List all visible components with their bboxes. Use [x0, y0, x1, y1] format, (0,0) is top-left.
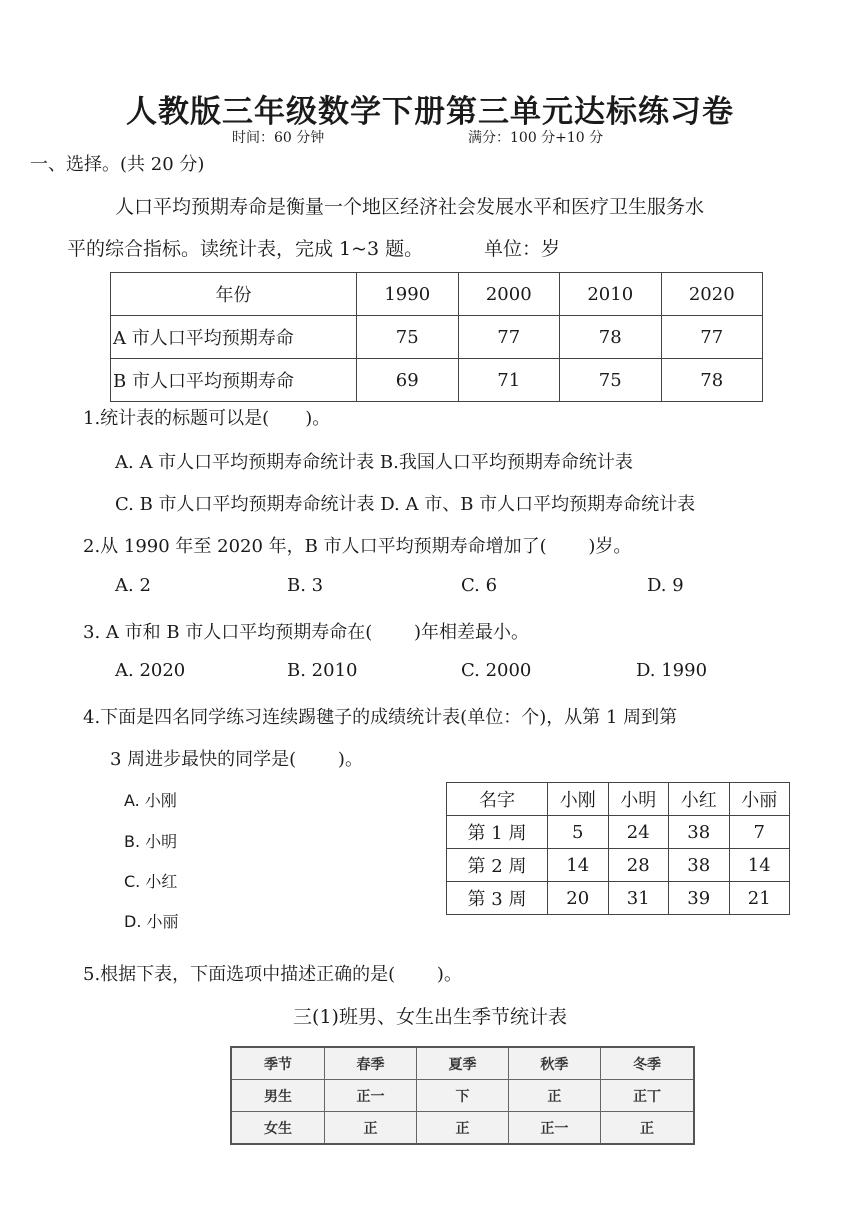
section-heading: 一、选择。(共 20 分)	[30, 154, 205, 175]
table-header-cell: 名字	[447, 783, 548, 816]
table-row	[231, 1080, 694, 1112]
table-3-caption: 三(1)班男、女生出生季节统计表	[293, 1006, 567, 1028]
table-cell: B 市人口平均预期寿命	[111, 359, 357, 402]
table-header-cell: 小明	[608, 783, 669, 816]
table-cell: 第 3 周	[447, 882, 548, 915]
tally-cell: 正一	[325, 1080, 417, 1112]
table-cell: 38	[669, 849, 730, 882]
table-header-cell: 小红	[669, 783, 730, 816]
tally-cell: 正	[417, 1112, 509, 1145]
table-cell: 14	[729, 849, 790, 882]
tally-cell: 正	[600, 1112, 694, 1145]
shuttlecock-score-table	[446, 782, 790, 915]
question-3-option-d: D. 1990	[636, 660, 708, 681]
table-cell: 31	[608, 882, 669, 915]
question-3-option-b: B. 2010	[287, 660, 358, 681]
table-header-cell: 冬季	[600, 1047, 694, 1080]
table-cell: 14	[548, 849, 609, 882]
table-cell: 78	[661, 359, 763, 402]
table-header-cell: 2020	[661, 273, 763, 316]
question-2-option-c: C. 6	[461, 575, 498, 596]
table-row	[447, 783, 790, 816]
table-header-cell: 年份	[111, 273, 357, 316]
exam-time: 时间：60 分钟	[232, 130, 325, 146]
tally-cell: 正一	[508, 1112, 600, 1145]
tally-cell: 正	[325, 1112, 417, 1145]
question-2-stem: 2.从 1990 年至 2020 年，B 市人口平均预期寿命增加了( )岁。	[83, 536, 632, 557]
table-row	[447, 849, 790, 882]
table-cell: 第 1 周	[447, 816, 548, 849]
table-header-cell: 小丽	[729, 783, 790, 816]
question-2-option-a: A. 2	[115, 575, 151, 596]
table-cell: 24	[608, 816, 669, 849]
question-1-options-line-1: A. A 市人口平均预期寿命统计表 B.我国人口平均预期寿命统计表	[115, 452, 633, 473]
table-header-cell: 季节	[231, 1047, 325, 1080]
tally-cell: 正	[508, 1080, 600, 1112]
question-4-stem-line-1: 4.下面是四名同学练习连续踢毽子的成绩统计表(单位：个)，从第 1 周到第	[83, 707, 678, 728]
table-cell: 21	[729, 882, 790, 915]
table-cell: 20	[548, 882, 609, 915]
question-3-option-a: A. 2020	[115, 660, 186, 681]
question-2-option-d: D. 9	[647, 575, 684, 596]
table-row	[447, 816, 790, 849]
table-header-cell: 小刚	[548, 783, 609, 816]
table-cell: 男生	[231, 1080, 325, 1112]
table-cell: 69	[357, 359, 459, 402]
question-4-option-c: C. 小红	[124, 872, 178, 891]
table-cell: 75	[357, 316, 459, 359]
intro-line-1: 人口平均预期寿命是衡量一个地区经济社会发展水平和医疗卫生服务水	[115, 196, 705, 218]
table-cell: A 市人口平均预期寿命	[111, 316, 357, 359]
intro-line-2: 平的综合指标。读统计表，完成 1~3 题。	[67, 238, 424, 260]
question-4-option-a: A. 小刚	[124, 791, 177, 810]
page-title: 人教版三年级数学下册第三单元达标练习卷	[126, 94, 734, 130]
table-header-cell: 春季	[325, 1047, 417, 1080]
question-3-stem: 3. A 市和 B 市人口平均预期寿命在( )年相差最小。	[83, 622, 530, 643]
table-row	[111, 273, 763, 316]
question-4-option-b: B. 小明	[124, 832, 178, 851]
birth-season-tally-table	[230, 1046, 695, 1145]
table-cell: 75	[560, 359, 662, 402]
question-4-stem-line-2: 3 周进步最快的同学是( )。	[110, 749, 363, 770]
table-cell: 77	[458, 316, 560, 359]
table-cell: 28	[608, 849, 669, 882]
table-cell: 第 2 周	[447, 849, 548, 882]
tally-cell: 正丅	[600, 1080, 694, 1112]
question-1-options-line-2: C. B 市人口平均预期寿命统计表 D. A 市、B 市人口平均预期寿命统计表	[115, 494, 696, 515]
table-row	[447, 882, 790, 915]
table-row	[111, 316, 763, 359]
table-cell: 38	[669, 816, 730, 849]
table-row	[231, 1112, 694, 1145]
table-cell: 77	[661, 316, 763, 359]
table-cell: 39	[669, 882, 730, 915]
table-cell: 女生	[231, 1112, 325, 1145]
table-cell: 7	[729, 816, 790, 849]
table-header-cell: 1990	[357, 273, 459, 316]
table-cell: 78	[560, 316, 662, 359]
table-header-cell: 2010	[560, 273, 662, 316]
question-4-option-d: D. 小丽	[124, 912, 179, 931]
table-row	[111, 359, 763, 402]
question-3-option-c: C. 2000	[461, 660, 532, 681]
question-5-stem: 5.根据下表，下面选项中描述正确的是( )。	[83, 964, 462, 985]
table-cell: 71	[458, 359, 560, 402]
table-header-cell: 夏季	[417, 1047, 509, 1080]
table-header-cell: 秋季	[508, 1047, 600, 1080]
intro-unit: 单位：岁	[484, 238, 561, 260]
question-1-stem: 1.统计表的标题可以是( )。	[83, 408, 331, 429]
tally-cell: 下	[417, 1080, 509, 1112]
table-row	[231, 1047, 694, 1080]
table-header-cell: 2000	[458, 273, 560, 316]
table-cell: 5	[548, 816, 609, 849]
exam-full-score: 满分：100 分+10 分	[468, 130, 604, 146]
life-expectancy-table	[110, 272, 763, 402]
question-2-option-b: B. 3	[287, 575, 324, 596]
